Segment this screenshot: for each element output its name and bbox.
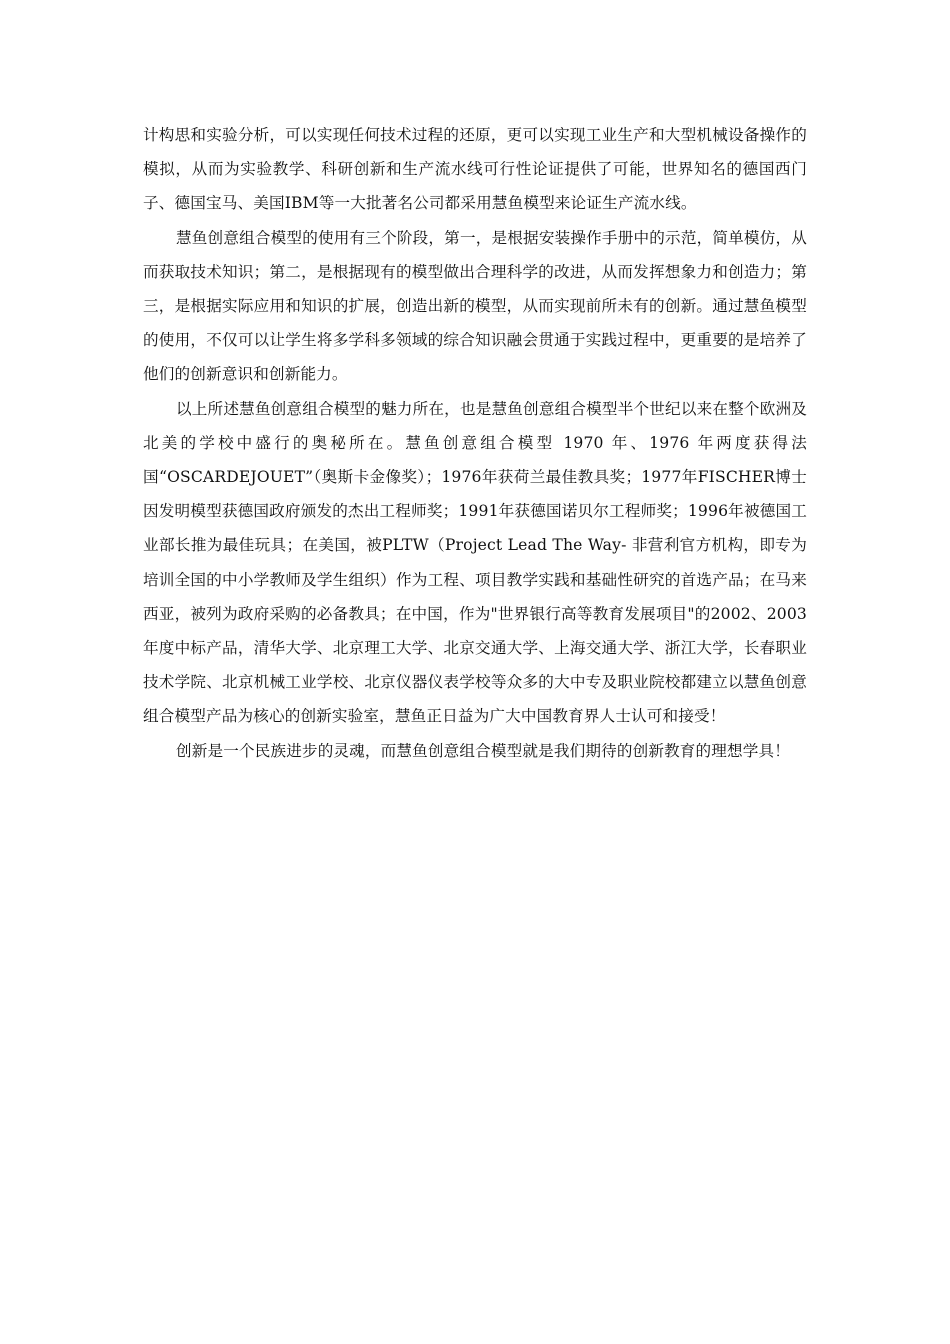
paragraph-conclusion: 创新是一个民族进步的灵魂，而慧鱼创意组合模型就是我们期待的创新教育的理想学具！: [176, 741, 791, 760]
document-body: [143, 118, 807, 768]
paragraph-continuation: 计构思和实验分析，可以实现任何技术过程的还原，更可以实现工业生产和大型机械设备操作的模拟，从而为实验教学、科研创新和生产流水线可行性论证提供了可能，世界知名的德国西门子、德国宝马、美国IBM等一大批著名公司都采用慧鱼模型来论证生产流水线。: [143, 126, 807, 213]
paragraph-usage-stages: 慧鱼创意组合模型的使用有三个阶段，第一，是根据安装操作手册中的示范，简单模仿，从而获取技术知识；第二，是根据现有的模型做出合理科学的改进，从而发挥想象力和创造力；第三，是根据实际应用和知识的扩展，创造出新的模型，从而实现前所未有的创新。通过慧鱼模型的使用，不仅可以让学生将多学科多领域的综合知识融会贯通于实践过程中，更重要的是培养了他们的创新意识和创新能力。: [143, 228, 807, 384]
paragraph-awards-and-adoption: 以上所述慧鱼创意组合模型的魅力所在，也是慧鱼创意组合模型半个世纪以来在整个欧洲及北美的学校中盛行的奥秘所在。慧鱼创意组合模型 1970 年、1976 年两度获得法国“OSCARDEJOUET”（奥斯卡金像奖）；1976年获荷兰最佳教具奖；1977年FISCHER博士因发明模型获德国政府颁发的杰出工程师奖；1991年获德国诺贝尔工程师奖；1996年被德国工业部长推为最佳玩具；在美国，被PLTW（Project Lead The Way- 非营利官方机构，即专为培训全国的中小学教师及学生组织）作为工程、项目教学实践和基础性研究的首选产品；在马来西亚，被列为政府采购的必备教具；在中国，作为"世界银行高等教育发展项目"的2002、2003 年度中标产品，清华大学、北京理工大学、北京交通大学、上海交通大学、浙江大学，长春职业技术学院、北京机械工业学校、北京仪器仪表学校等众多的大中专及职业院校都建立以慧鱼创意组合模型产品为核心的创新实验室，慧鱼正日益为广大中国教育界人士认可和接受！: [143, 399, 807, 726]
